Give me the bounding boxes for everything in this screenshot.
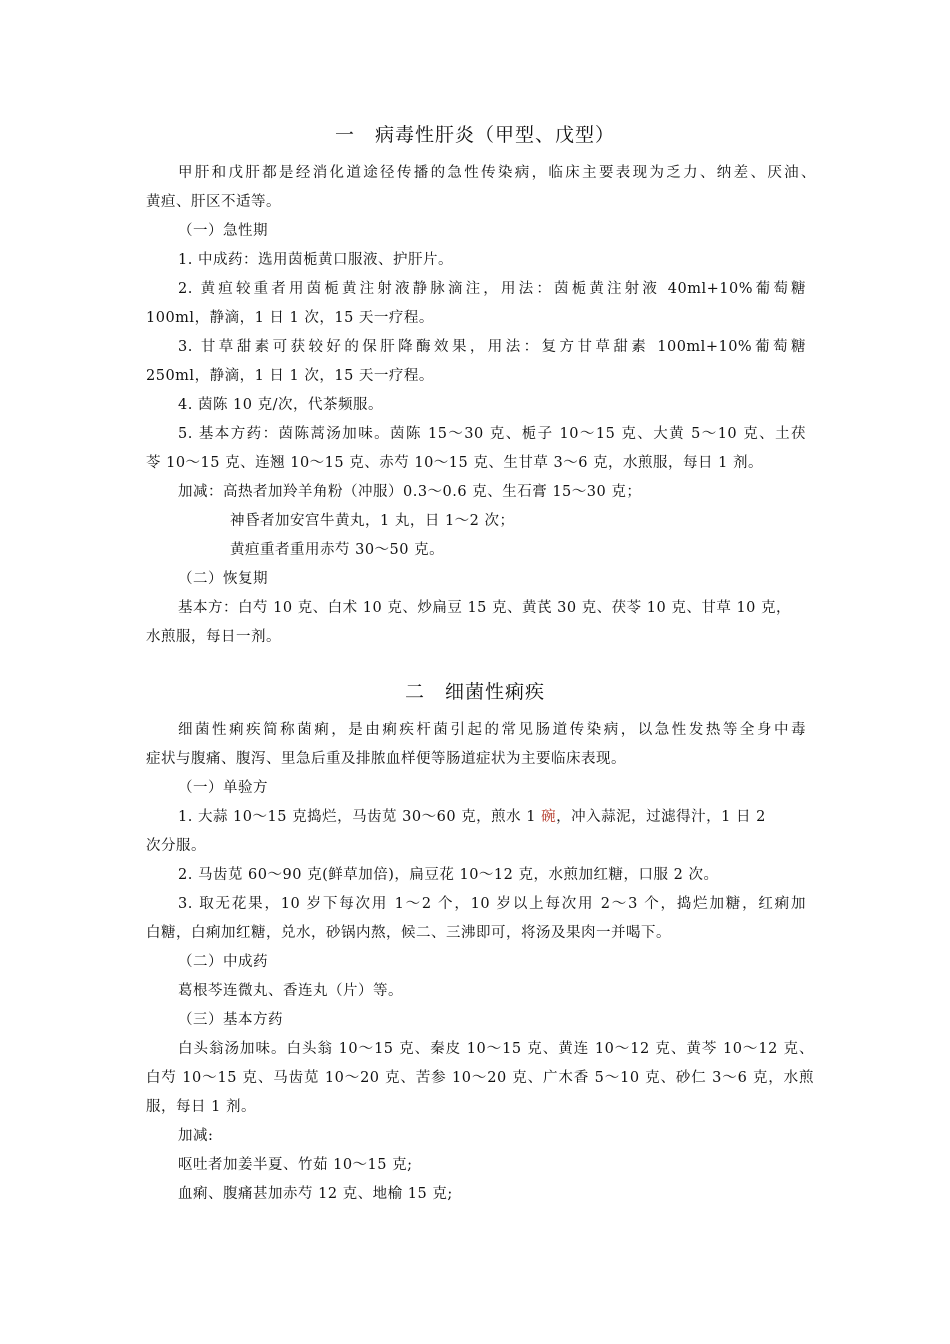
basic-line2: 白芍 10～15 克、马齿苋 10～20 克、苦参 10～20 克、广木香 5～10 克、砂仁 3～6 克，水煎 [146, 1070, 814, 1086]
basic-line1: 白头翁汤加味。白头翁 10～15 克、秦皮 10～15 克、黄连 10～12 克、黄芩 10～12 克、 [178, 1041, 814, 1057]
basic-jiajian-line1: 呕吐者加姜半夏、竹茹 10～15 克; [178, 1157, 413, 1173]
patent-text: 葛根芩连微丸、香连丸（片）等。 [178, 983, 403, 999]
recovery-heading: （二）恢复期 [178, 571, 268, 587]
patent-heading: （二）中成药 [178, 954, 268, 970]
single-item3-line2: 白糖，白痢加红糖，兑水，砂锅内熬，候二、三沸即可，将汤及果肉一并喝下。 [146, 925, 671, 941]
section1-title: 一 病毒性肝炎（甲型、戊型） [334, 124, 615, 146]
section2-intro-line2: 症状与腹痛、腹泻、里急后重及排脓血样便等肠道症状为主要临床表现。 [146, 751, 626, 767]
acute-jiajian-line2: 神昏者加安宫牛黄丸，1 丸，日 1～2 次； [230, 513, 515, 529]
basic-heading: （三）基本方药 [178, 1012, 283, 1028]
single-item1-highlight: 碗 [541, 809, 557, 825]
single-item1-line2: 次分服。 [146, 838, 206, 854]
acute-jiajian-line1: 加减：高热者加羚羊角粉（冲服）0.3～0.6 克、生石膏 15～30 克； [178, 484, 642, 500]
section2-intro-line1: 细菌性痢疾简称菌痢，是由痢疾杆菌引起的常见肠道传染病，以急性发热等全身中毒 [178, 722, 806, 738]
acute-item5-line2: 苓 10～15 克、连翘 10～15 克、赤芍 10～15 克、生甘草 3～6 克，水煎服，每日 1 剂。 [146, 455, 763, 471]
acute-item2-line2: 100ml，静滴，1 日 1 次，15 天一疗程。 [146, 310, 434, 326]
acute-item5-line1: 5. 基本方药：茵陈蒿汤加味。茵陈 15～30 克、栀子 10～15 克、大黄 5～10 克、土茯 [178, 426, 806, 442]
single-item1-text-a: 1. 大蒜 10～15 克捣烂，马齿苋 30～60 克，煎水 1 [178, 809, 542, 825]
single-item3-line1: 3. 取无花果，10 岁下每次用 1～2 个，10 岁以上每次用 2～3 个，捣烂加糖，红痢加 [178, 896, 806, 912]
single-item2: 2. 马齿苋 60～90 克(鲜草加倍)，扁豆花 10～12 克，水煎加红糖，口服 2 次。 [178, 867, 719, 883]
single-heading: （一）单验方 [178, 780, 268, 796]
section1-intro-line2: 黄疸、肝区不适等。 [146, 194, 281, 210]
acute-item2-line1: 2. 黄疸较重者用茵栀黄注射液静脉滴注，用法：茵栀黄注射液 40ml+10%葡萄糖 [178, 281, 806, 297]
single-item1-text-c: ，冲入蒜泥，过滤得汁，1 日 2 [556, 809, 766, 825]
basic-jiajian-label: 加减: [178, 1128, 214, 1144]
acute-item3-line1: 3. 甘草甜素可获较好的保肝降酶效果，用法：复方甘草甜素 100ml+10%葡萄糖 [178, 339, 806, 355]
section1-intro-line1: 甲肝和戊肝都是经消化道途径传播的急性传染病，临床主要表现为乏力、纳差、厌油、 [178, 165, 816, 181]
acute-item3-line2: 250ml，静滴，1 日 1 次，15 天一疗程。 [146, 368, 434, 384]
acute-item1: 1. 中成药：选用茵栀黄口服液、护肝片。 [178, 252, 453, 268]
section2-title: 二 细菌性痢疾 [404, 681, 545, 703]
basic-jiajian-line2: 血痢、腹痛甚加赤芍 12 克、地榆 15 克; [178, 1186, 453, 1202]
acute-heading: （一）急性期 [178, 223, 268, 239]
recovery-line2: 水煎服，每日一剂。 [146, 629, 281, 645]
acute-jiajian-line3: 黄疸重者重用赤芍 30～50 克。 [230, 542, 445, 558]
acute-item4: 4. 茵陈 10 克/次，代茶频服。 [178, 397, 383, 413]
basic-line3: 服，每日 1 剂。 [146, 1099, 256, 1115]
recovery-line1: 基本方：白芍 10 克、白术 10 克、炒扁豆 15 克、黄芪 30 克、茯苓 10 克、甘草 10 克， [178, 600, 792, 616]
single-item1-line1 [178, 807, 848, 827]
